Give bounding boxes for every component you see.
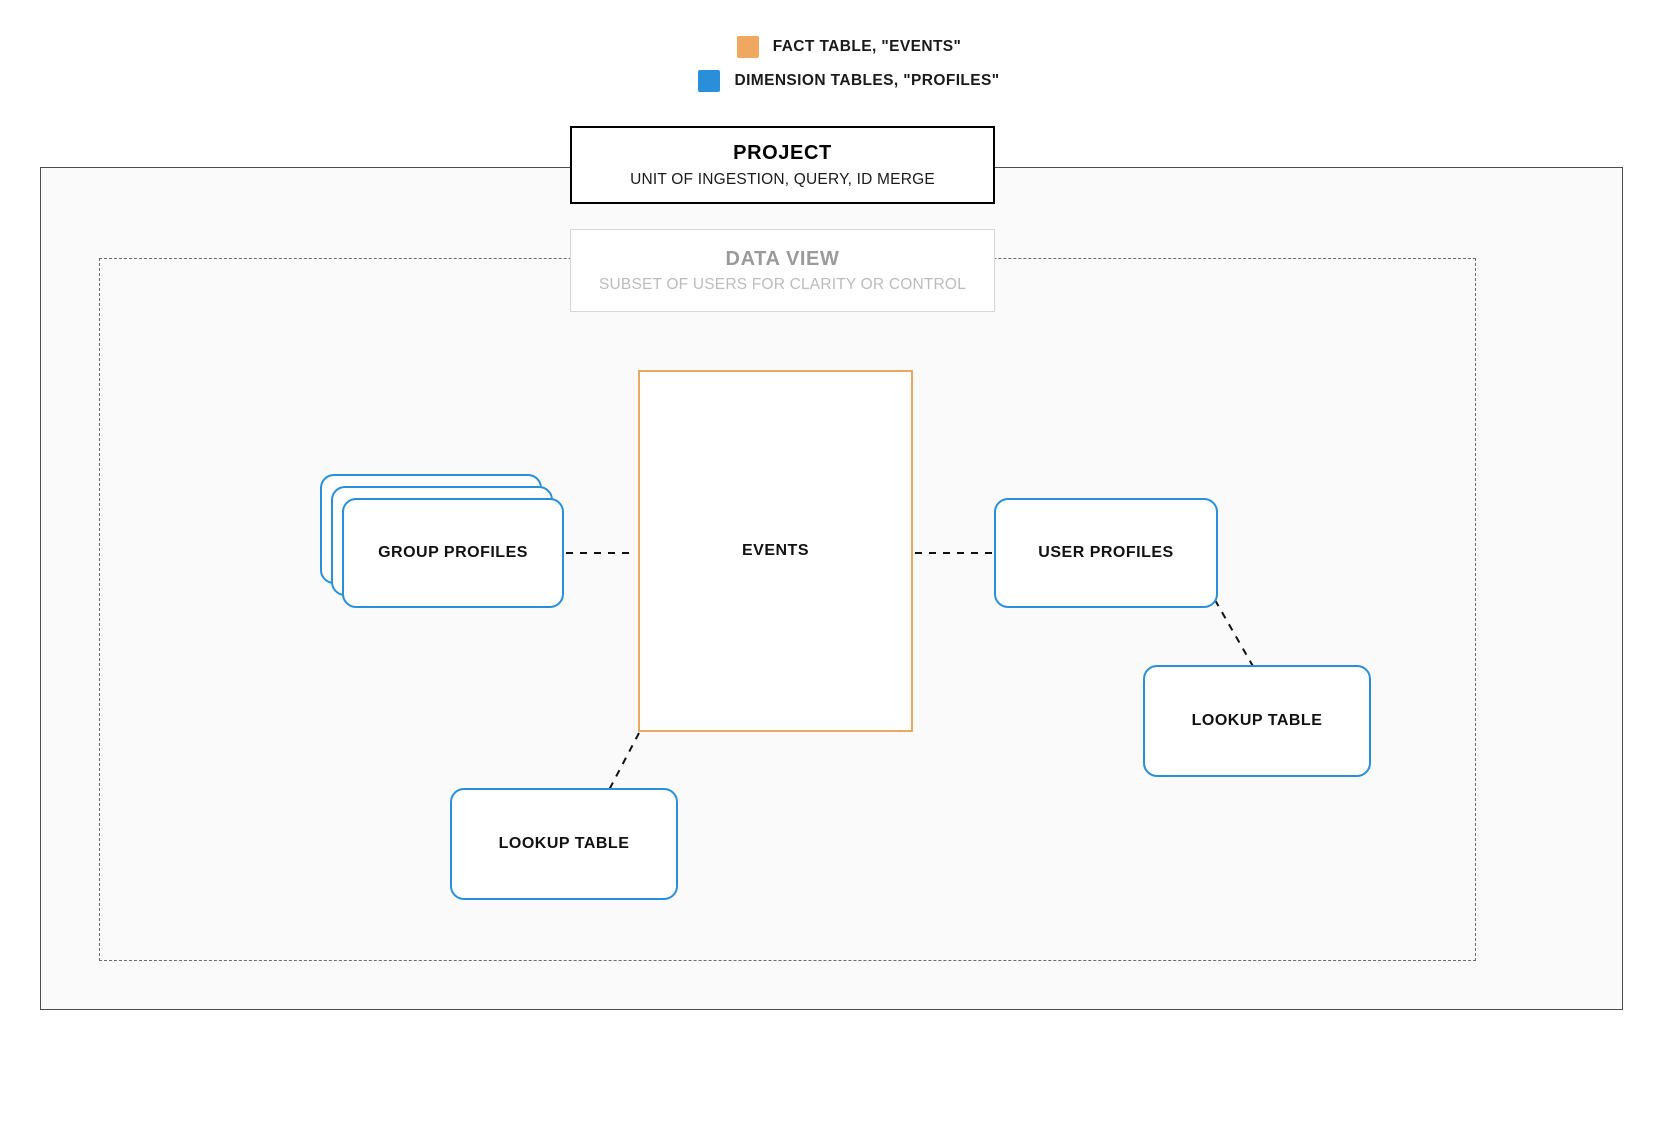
project-header [570,126,995,204]
legend-item-label: DIMENSION TABLES, "PROFILES" [734,72,1000,89]
legend-item-label: FACT TABLE, "EVENTS" [772,38,962,55]
data-view-title: DATA VIEW [725,247,840,270]
lookup-table-right-node[interactable] [1143,665,1371,777]
project-subtitle: UNIT OF INGESTION, QUERY, ID MERGE [630,170,935,188]
legend-item-dimension-tables [0,64,1664,98]
group-profiles-node[interactable] [342,498,564,608]
user-profiles-node-label: USER PROFILES [1038,544,1174,561]
user-profiles-node[interactable] [994,498,1218,608]
data-view-header [570,229,995,312]
project-title: PROJECT [733,141,832,164]
legend-item-fact-table [0,30,1664,64]
square-swatch-icon [698,70,720,92]
square-swatch-icon [737,36,759,58]
lookup-table-right-label: LOOKUP TABLE [1191,712,1323,729]
legend [0,30,1664,98]
data-view-subtitle: SUBSET OF USERS FOR CLARITY OR CONTROL [598,275,967,293]
events-node-label: EVENTS [741,542,809,559]
lookup-table-left-node[interactable] [450,788,678,900]
group-profiles-node-label: GROUP PROFILES [378,544,528,561]
events-node[interactable] [638,370,913,732]
lookup-table-left-label: LOOKUP TABLE [498,835,630,852]
